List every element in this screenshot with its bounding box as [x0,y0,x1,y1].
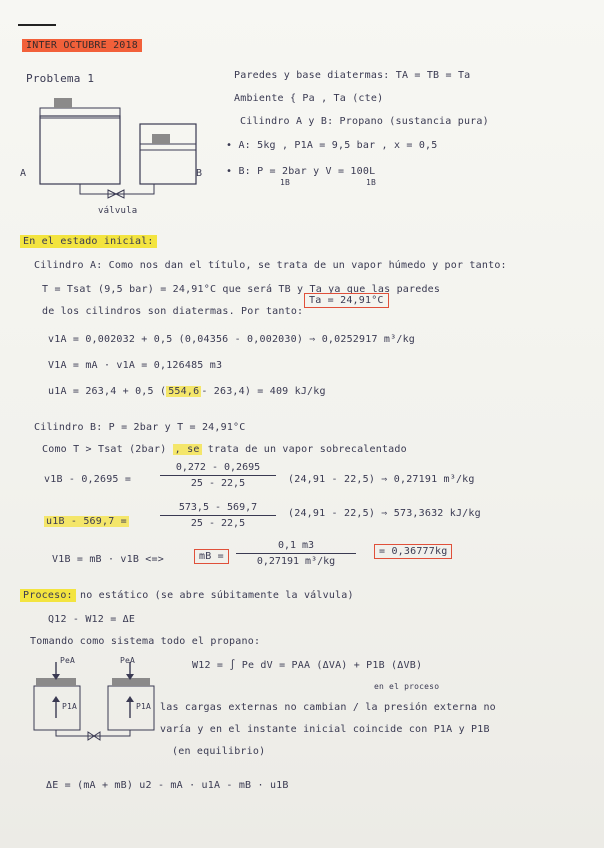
u1b-denominator: 25 - 22,5 [190,518,246,529]
note-line2: varía y en el instante inicial coincide con P1A y P1B [160,724,490,735]
u1a-pre: u1A = 263,4 + 0,5 ( [48,386,167,397]
ta-boxed [304,295,389,306]
v1a-equation: v1A = 0,002032 + 0,5 (0,04356 - 0,002030) ⇒ 0,0252917 m³/kg [48,334,416,345]
cond-a: • A: 5kg , P1A = 9,5 bar , x = 0,5 [226,140,438,151]
u1a-equation [48,386,326,397]
cond-ambient: Ambiente { Pa , Ta (cte) [234,93,384,104]
cond-b: • B: P = 2bar y V = 100L [226,166,376,177]
mb-denominator: 0,27191 m³/kg [256,556,336,567]
tank-b-label: B [196,168,203,179]
u1b-rhs: (24,91 - 22,5) ⇒ 573,3632 kJ/kg [288,508,481,519]
u1b-numerator: 573,5 - 569,7 [178,502,258,513]
mb-numerator: 0,1 m3 [277,540,315,551]
u1a-highlight: 554,6 [168,386,200,397]
cond-propane: Cilindro A y B: Propano (sustancia pura) [240,116,489,127]
note-line1-text: las cargas externas no cambian / la presión externa no [160,702,496,713]
tank-a-label: A [20,168,27,179]
u1b-lhs-text: u1B - 569,7 = [46,516,127,527]
v1b-denominator: 25 - 22,5 [190,478,246,489]
energy-equation: ΔE = (mA + mB) u2 - mA · u1A - mB · u1B [46,780,289,791]
pa-label: P1A [62,702,78,711]
cil-a-line1: Cilindro A: Como nos dan el título, se trata de un vapor húmedo y por tanto: [34,260,507,271]
mb-boxed [194,551,229,562]
title-highlight: INTER OCTUBRE 2018 [22,39,142,52]
system-line: Tomando como sistema todo el propano: [30,636,261,647]
u1a-post: - 263,4) = 409 kJ/kg [201,386,326,397]
mb-result [374,546,452,557]
process-desc: no estático (se abre súbitamente la válvula) [80,590,354,601]
como-highlight: , se [174,444,200,455]
cond-b-sub2: 1B [366,178,377,187]
valve-label: válvula [98,206,138,216]
v1b-fraction [160,462,276,489]
first-law: Q12 - W12 = ΔE [48,614,136,625]
mb-result-text: = 0,36777kg [374,544,452,559]
V1b-lhs: V1B = mB · v1B <=> [52,554,164,565]
mb-boxed-text: mB = [194,549,229,564]
ta-boxed-text: Ta = 24,91°C [304,293,389,308]
note-line1 [160,702,496,713]
peb-label: PeA [120,656,136,665]
como-line [42,444,407,455]
cond-walls: Paredes y base diatermas: TA = TB = Ta [234,70,471,81]
v1b-numerator: 0,272 - 0,2695 [175,462,261,473]
initial-state-heading [20,236,157,247]
como-pre: Como T > Tsat (2bar) [42,444,167,455]
process-heading-text: Proceso: [20,589,76,602]
como-post: trata de un vapor sobrecalentado [207,444,407,455]
mb-fraction [236,540,356,567]
cil-a-line3: de los cilindros son diatermas. Por tanto: [42,306,304,317]
process-heading [20,590,76,601]
cond-b-sub1: 1B [280,178,291,187]
v1b-rhs: (24,91 - 22,5) ⇒ 0,27191 m³/kg [288,474,475,485]
work-equation: W12 = ∫ Pe dV = PAA (ΔVA) + P1B (ΔVB) [192,660,423,671]
pb-label: P1A [136,702,152,711]
initial-heading-text: En el estado inicial: [20,235,157,248]
V1a-equation: V1A = mA · v1A = 0,126485 m3 [48,360,223,371]
top-rule [18,24,56,26]
note-line3: (en equilibrio) [172,746,266,757]
problem-label: Problema 1 [26,72,95,85]
cil-a-line2: T = Tsat (9,5 bar) = 24,91°C que será TB y Ta ya que las paredes [42,284,441,295]
v1b-lhs: v1B - 0,2695 = [44,474,132,485]
note-top: en el proceso [374,682,440,691]
page-title [22,40,142,51]
process-diagram [26,656,166,746]
pea-label: PeA [60,656,76,665]
u1b-fraction [160,502,276,529]
cil-b-line: Cilindro B: P = 2bar y T = 24,91°C [34,422,246,433]
u1b-lhs [44,516,129,527]
